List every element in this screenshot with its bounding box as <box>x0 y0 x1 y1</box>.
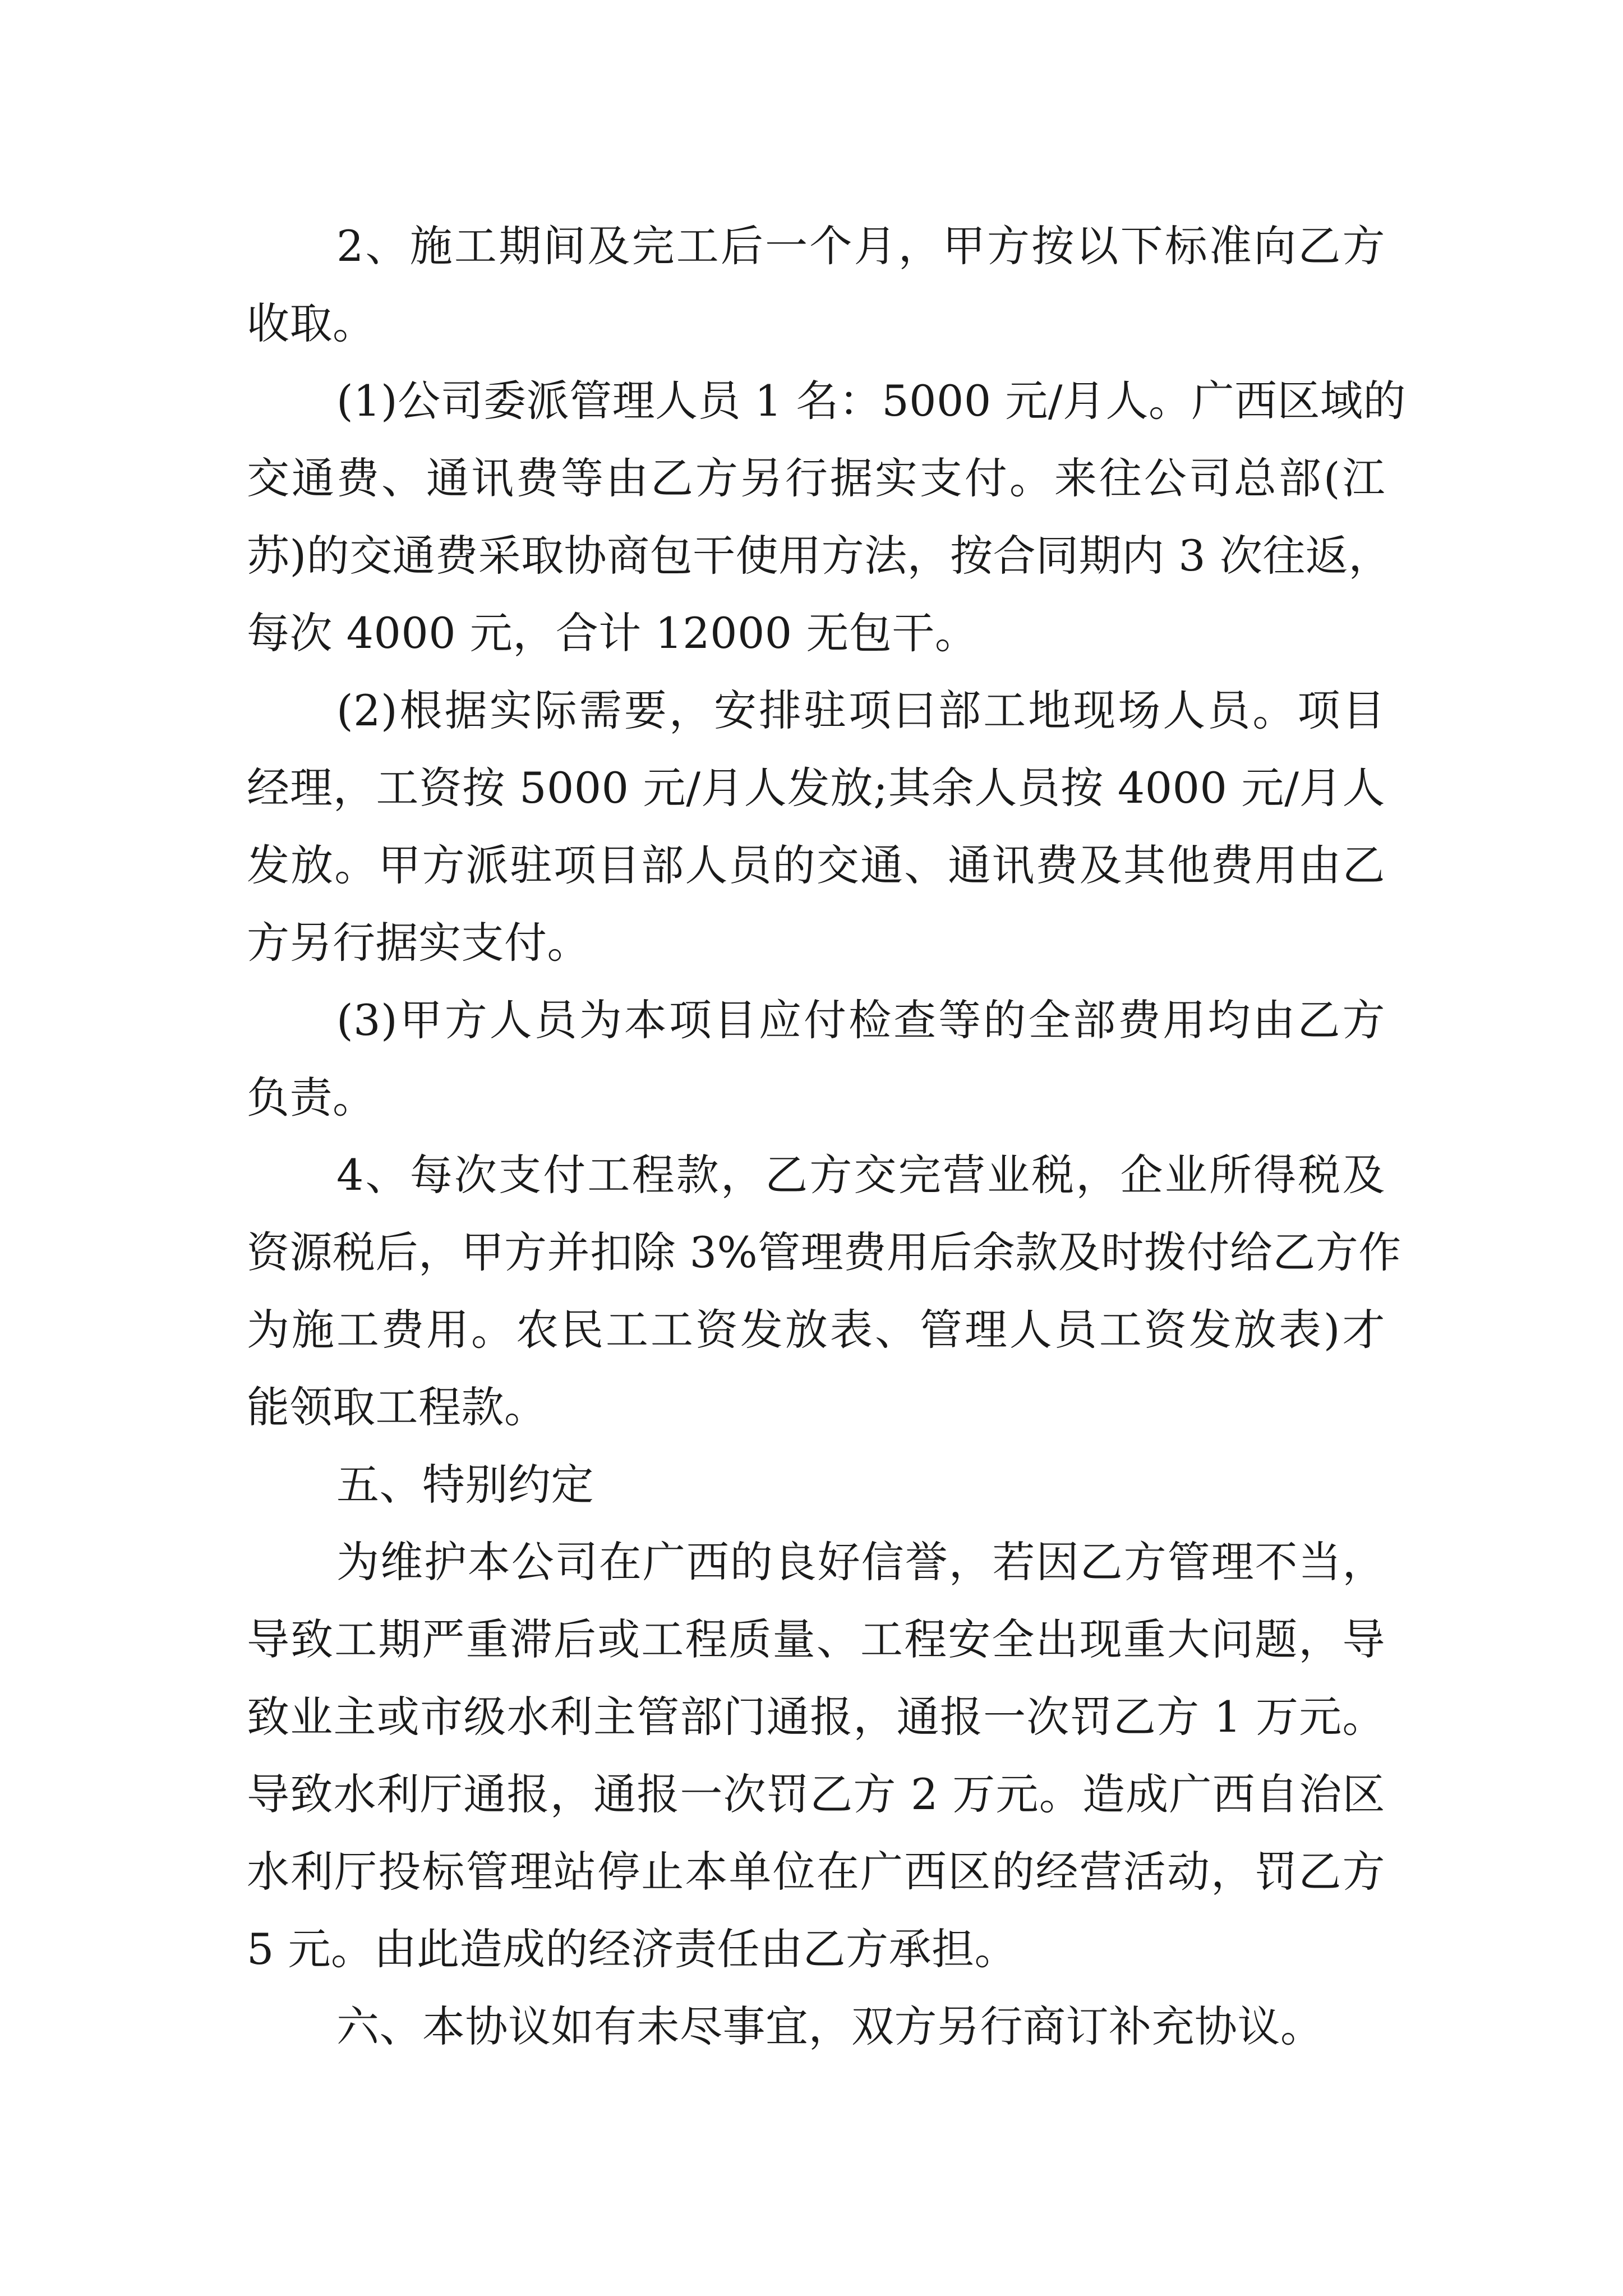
text-line: 资源税后，甲方并扣除 3%管理费用后余款及时拨付给乙方作 <box>247 1227 1401 1277</box>
text-line: 苏)的交通费采取协商包干使用方法，按合同期内 3 次往返， <box>247 531 1391 581</box>
text-line: 导致工期严重滞后或工程质量、工程安全出现重大问题，导 <box>247 1614 1385 1664</box>
text-line: 水利厅投标管理站停止本单位在广西区的经营活动，罚乙方 <box>247 1847 1385 1897</box>
text-line: 为施工费用。农民工工资发放表、管理人员工资发放表)才 <box>247 1305 1385 1355</box>
text-line: (3)甲方人员为本项目应付检查等的全部费用均由乙方 <box>336 995 1385 1045</box>
text-line: 每次 4000 元，合计 12000 无包干。 <box>247 608 978 658</box>
text-line: 致业主或市级水利主管部门通报，通报一次罚乙方 1 万元。 <box>247 1692 1385 1742</box>
text-line: 4、每次支付工程款，乙方交完营业税，企业所得税及 <box>336 1150 1385 1200</box>
text-line: 方另行据实支付。 <box>247 918 590 968</box>
text-line: 经理，工资按 5000 元/月人发放;其余人员按 4000 元/月人 <box>247 763 1385 813</box>
text-line: 收取。 <box>247 298 376 348</box>
text-line: 导致水利厅通报，通报一次罚乙方 2 万元。造成广西自治区 <box>247 1769 1385 1819</box>
text-line: 2、施工期间及完工后一个月，甲方按以下标准向乙方 <box>336 221 1385 271</box>
text-line: 发放。甲方派驻项目部人员的交通、通讯费及其他费用由乙 <box>247 840 1385 890</box>
text-line: 五、特别约定 <box>336 1460 594 1510</box>
text-line: 六、本协议如有未尽事宜，双方另行商订补充协议。 <box>336 2001 1324 2051</box>
text-line: 交通费、通讯费等由乙方另行据实支付。来往公司总部(江 <box>247 453 1385 503</box>
text-line: 能领取工程款。 <box>247 1382 547 1432</box>
text-line: 5 元。由此造成的经济责任由乙方承担。 <box>247 1924 1018 1974</box>
text-line: 为维护本公司在广西的良好信誉，若因乙方管理不当， <box>336 1537 1385 1587</box>
document-body <box>247 208 1407 2065</box>
text-line: (2)根据实际需要，安排驻项曰部工地现场人员。项目 <box>336 685 1385 735</box>
text-line: 负责。 <box>247 1073 376 1122</box>
text-line: (1)公司委派管理人员 1 名：5000 元/月人。广西区域的 <box>336 376 1407 426</box>
